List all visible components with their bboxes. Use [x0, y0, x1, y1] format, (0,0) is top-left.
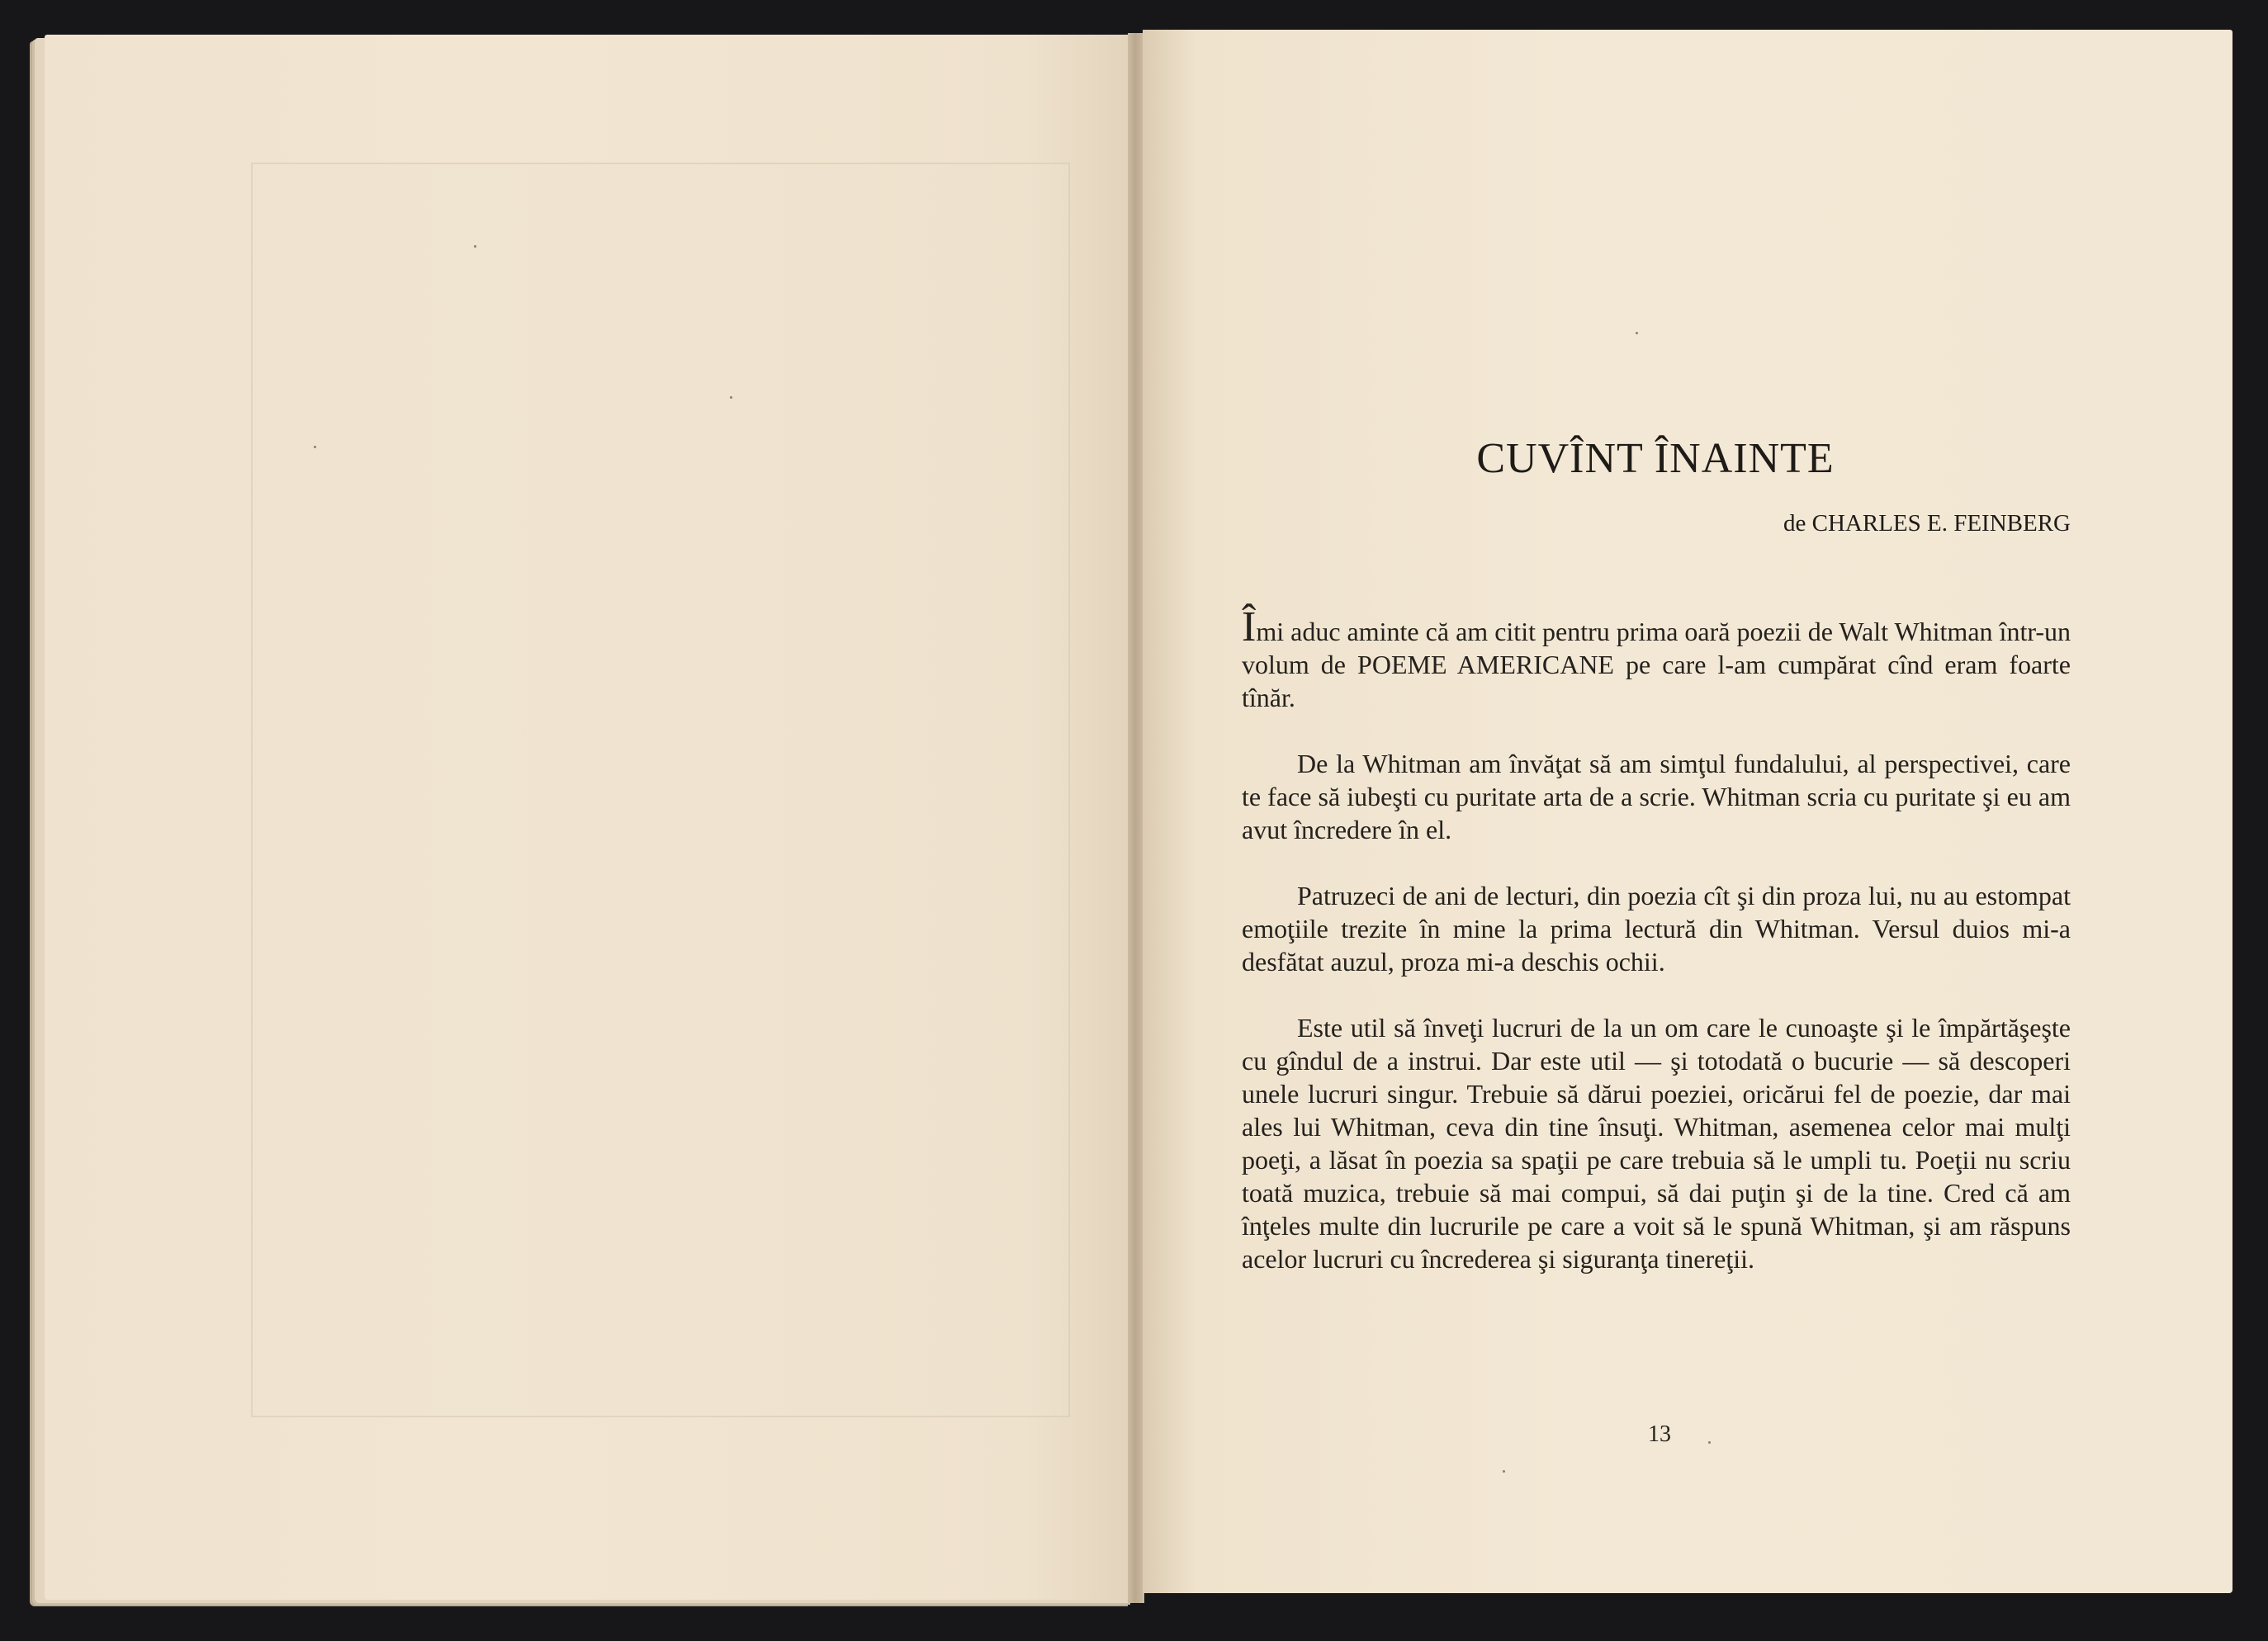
paper-speck: [314, 446, 316, 448]
chapter-title: CUVÎNT ÎNAINTE: [1476, 435, 1835, 482]
chapter-body: [1242, 603, 2071, 1308]
paper-speck: [1636, 332, 1638, 334]
paper-speck: [1708, 1441, 1711, 1444]
author-byline: de CHARLES E. FEINBERG: [1783, 510, 2071, 537]
left-page-show-through-frame: [251, 163, 1070, 1417]
paragraph-2: De la Whitman am învăţat să am simţul fundalului, al perspectivei, care te face să iubeşti cu puritate arta de a scrie. Whitman scria cu puritate şi eu am avut încredere în el.: [1242, 749, 2071, 844]
drop-cap: Î: [1242, 603, 1257, 650]
paragraph-4: Este util să înveţi lucruri de la un om care le cunoaşte şi le împărtăşeşte cu gîndul de a instrui. Dar este util — şi totodată o bucurie — să descoperi unele lucruri singur. Trebuie să dărui poeziei, oricărui fel de poezie, dar mai ales lui Whitman, ceva din tine însuţi. Whitman, asemenea celor mai mulţi poeţi, a lăsat în poezia sa spaţii pe care trebuia să le umpli tu. Poeţii nu scriu toată muzica, trebuie să mai compui, să dai puţin şi de la tine. Cred că am înţeles multe din lucrurile pe care a voit să le spună Whitman, şi am răspuns acelor lucruri cu încrederea şi siguranţa tinereţii.: [1242, 1013, 2071, 1274]
left-page: [45, 35, 1133, 1600]
page-number: 13: [1648, 1421, 1671, 1447]
paragraph-3: Patruzeci de ani de lecturi, din poezia cît şi din proza lui, nu au estompat emoţiile trezite în mine la prima lectură din Whitman. Versul duios mi-a desfătat auzul, proza mi-a deschis ochii.: [1242, 881, 2071, 977]
paper-speck: [474, 245, 476, 248]
paragraph-1-text: mi aduc aminte că am citit pentru prima oară poezii de Walt Whitman într-un volum de POEME AMERICANE pe care l-am cumpărat cînd eram foarte tînăr.: [1242, 617, 2071, 712]
paper-speck: [730, 396, 732, 399]
book-gutter: [1128, 33, 1144, 1603]
paper-speck: [1503, 1470, 1505, 1473]
paragraph-1: [1242, 603, 2071, 714]
